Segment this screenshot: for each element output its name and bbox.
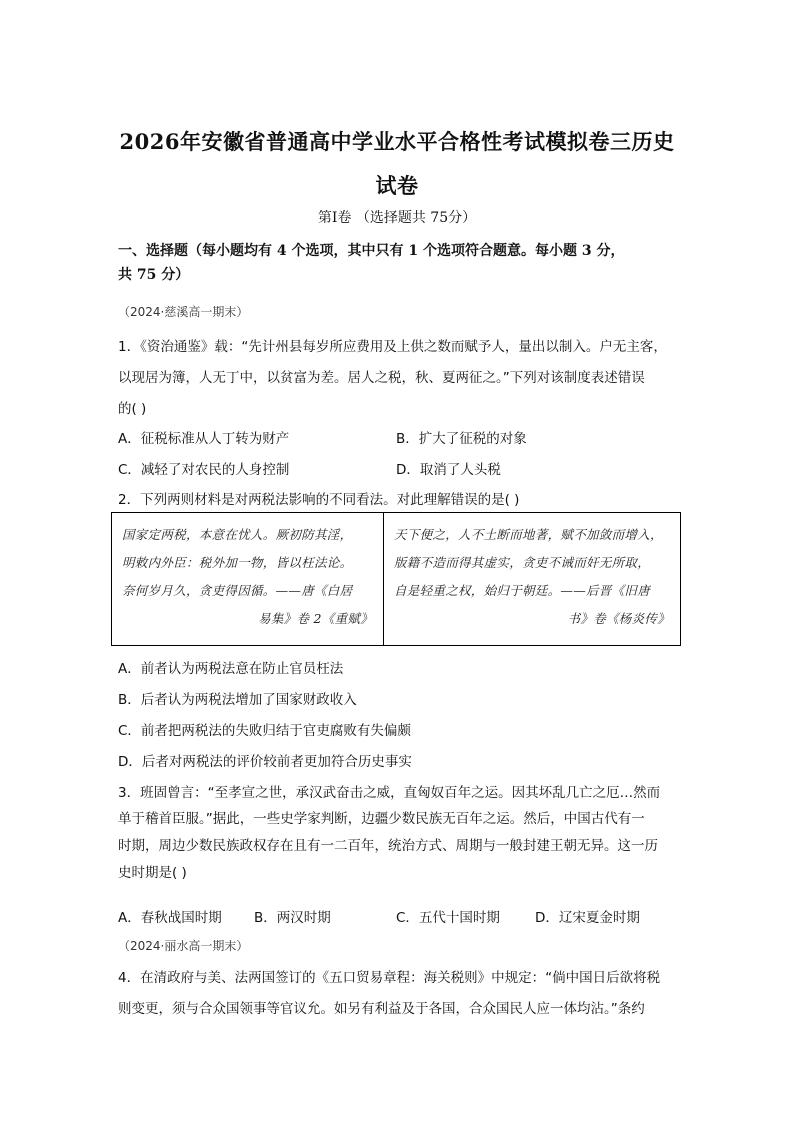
q2-material-right [384,513,680,645]
q2-left-line3: 奈何岁月久，贪吏得因循。——唐《白居 [122,583,353,598]
q3-option-c: C．五代十国时期 [396,910,500,926]
question-source-1: （2024·慈溪高一期末） [118,305,249,319]
q4-stem-line1: 4．在清政府与美、法两国签订的《五口贸易章程：海关税则》中规定：“倘中国日后欲将税 [118,970,661,986]
section-heading-line1: 一、选择题（每小题均有 4 个选项，其中只有 1 个选项符合题意。每小题 3 分， [118,243,625,259]
q2-right-line2: 版籍不造而得其虚实，贪吏不诫而奸无所取， [394,555,651,570]
q2-left-line2: 明敕内外臣：税外加一物，皆以枉法论。 [122,555,353,570]
question-source-2: （2024·丽水高一期末） [118,939,249,953]
q1-option-c: C．减轻了对农民的人身控制 [118,462,290,478]
q2-material-left [112,513,384,645]
q2-option-d: D．后者对两税法的评价较前者更加符合历史事实 [118,754,412,770]
q3-stem-line4: 史时期是( ) [118,865,187,881]
q3-option-d: D．辽宋夏金时期 [535,910,640,926]
q1-stem-line3: 的( ) [118,401,147,417]
section-subtitle: 第Ⅰ卷 （选择题共 75分） [317,210,477,226]
q2-left-line4: 易集》卷 2《重赋》 [258,611,373,626]
q3-option-b: B．两汉时期 [254,910,331,926]
q1-option-a: A．征税标准从人丁转为财产 [118,431,290,447]
q3-stem-line1: 3．班固曾言：“至孝宣之世，承汉武奋击之威，直匈奴百年之运。因其坏乱几亡之厄…然而 [118,785,661,801]
q1-option-b: B．扩大了征税的对象 [396,431,527,447]
q3-stem-line3: 时期，周边少数民族政权存在且有一二百年，统治方式、周期与一般封建王朝无异。这一历 [118,838,658,854]
exam-title-line1: 2026年安徽省普通高中学业水平合格性考试模拟卷三历史 [119,129,675,154]
section-heading-line2: 共 75 分） [118,267,190,283]
q2-option-b: B．后者认为两税法增加了国家财政收入 [118,692,357,708]
q3-stem-line2: 单于稽首臣服。”据此，一些史学家判断，边疆少数民族无百年之运。然后，中国古代有一 [118,811,645,827]
q4-stem-line2: 则变更，须与合众国领事等官议允。如另有利益及于各国，合众国民人应一体均沾。”条约 [118,1001,645,1017]
q2-right-line1: 天下便之，人不土断而地著，赋不加敛而增入， [394,527,663,542]
q2-right-line4: 书》卷《杨炎传》 [567,611,670,626]
q1-stem-line1: 1．《资治通鉴》载：“先计州县每岁所应费用及上供之数而赋予人，量出以制入。户无主客， [118,339,667,355]
q2-option-c: C．前者把两税法的失败归结于官吏腐败有失偏颇 [118,723,411,739]
q2-option-a: A．前者认为两税法意在防止官员枉法 [118,661,344,677]
q2-right-line3: 自是轻重之权，始归于朝廷。——后晋《旧唐 [394,583,651,598]
q1-option-d: D．取消了人头税 [396,462,501,478]
q2-left-line1: 国家定两税，本意在忧人。厥初防其淫， [122,527,353,542]
q3-option-a: A．春秋战国时期 [118,910,222,926]
exam-title-line2: 试卷 [375,173,419,198]
q2-material-table [111,512,681,646]
q2-stem: 2．下列两则材料是对两税法影响的不同看法。对此理解错误的是( ) [118,492,520,508]
q1-stem-line2: 以现居为簿，人无丁中，以贫富为差。居人之税，秋、夏两征之。”下列对该制度表述错误 [118,370,645,386]
